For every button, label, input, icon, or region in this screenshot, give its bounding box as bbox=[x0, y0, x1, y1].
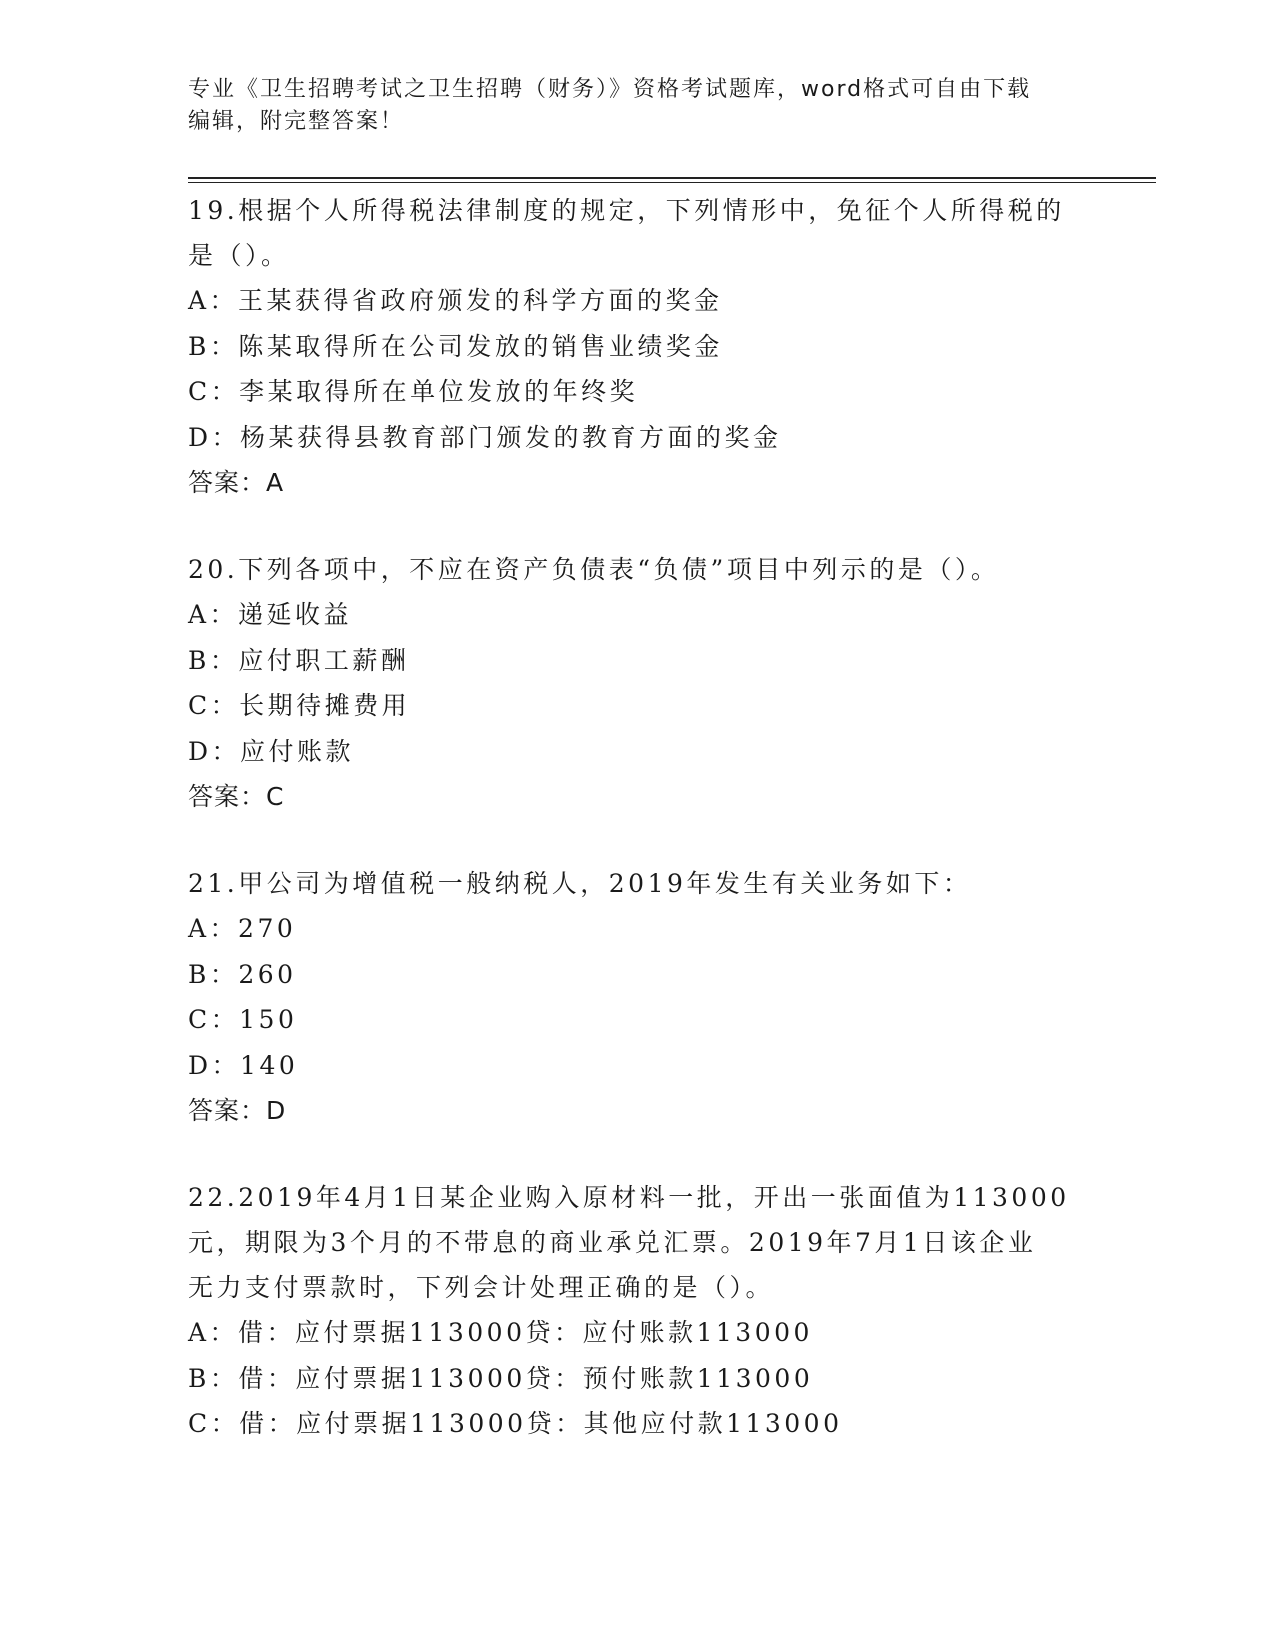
option-c: C：李某取得所在单位发放的年终奖 bbox=[188, 377, 639, 406]
header-divider-thin bbox=[188, 182, 1156, 183]
question-20 bbox=[188, 547, 1128, 819]
option-a: A：借：应付票据113000贷：应付账款113000 bbox=[188, 1318, 813, 1347]
option-b: B：陈某取得所在公司发放的销售业绩奖金 bbox=[188, 331, 723, 361]
header-divider-thick bbox=[188, 177, 1156, 179]
option-b: B：260 bbox=[188, 959, 297, 989]
question-22 bbox=[188, 1175, 1128, 1447]
question-list bbox=[188, 188, 1128, 1489]
question-stem: 20.下列各项中，不应在资产负债表“负债”项目中列示的是（）。 bbox=[188, 555, 1000, 584]
option-d: D：应付账款 bbox=[188, 736, 355, 766]
question-stem-continued: 是（）。 bbox=[188, 241, 290, 270]
option-d: D：140 bbox=[188, 1050, 299, 1080]
answer: 答案：D bbox=[188, 1096, 287, 1125]
option-a: A：王某获得省政府颁发的科学方面的奖金 bbox=[188, 286, 723, 315]
question-stem-continued: 无力支付票款时，下列会计处理正确的是（）。 bbox=[188, 1273, 775, 1302]
document-header bbox=[188, 74, 1088, 138]
option-b: B：借：应付票据113000贷：预付账款113000 bbox=[188, 1363, 814, 1393]
question-stem: 22.2019年4月1日某企业购入原材料一批，开出一张面值为113000 bbox=[188, 1183, 1070, 1212]
option-c: C：长期待摊费用 bbox=[188, 691, 411, 720]
option-c: C：150 bbox=[188, 1005, 298, 1034]
question-stem: 21.甲公司为增值税一般纳税人，2019年发生有关业务如下： bbox=[188, 869, 972, 898]
option-a: A：递延收益 bbox=[188, 600, 353, 629]
question-stem: 19.根据个人所得税法律制度的规定，下列情形中，免征个人所得税的 bbox=[188, 196, 1065, 225]
answer: 答案：C bbox=[188, 782, 285, 811]
option-b: B：应付职工薪酬 bbox=[188, 645, 410, 675]
option-c: C：借：应付票据113000贷：其他应付款113000 bbox=[188, 1409, 843, 1438]
header-line-2: 编辑，附完整答案！ bbox=[188, 109, 405, 134]
question-stem-continued: 元，期限为3个月的不带息的商业承兑汇票。2019年7月1日该企业 bbox=[188, 1228, 1037, 1257]
question-19 bbox=[188, 188, 1128, 505]
option-a: A：270 bbox=[188, 914, 297, 943]
option-d: D：杨某获得县教育部门颁发的教育方面的奖金 bbox=[188, 422, 782, 452]
answer: 答案：A bbox=[188, 468, 285, 497]
header-line-1: 专业《卫生招聘考试之卫生招聘（财务）》资格考试题库，word格式可自由下载 bbox=[188, 77, 1032, 102]
question-21 bbox=[188, 861, 1128, 1133]
